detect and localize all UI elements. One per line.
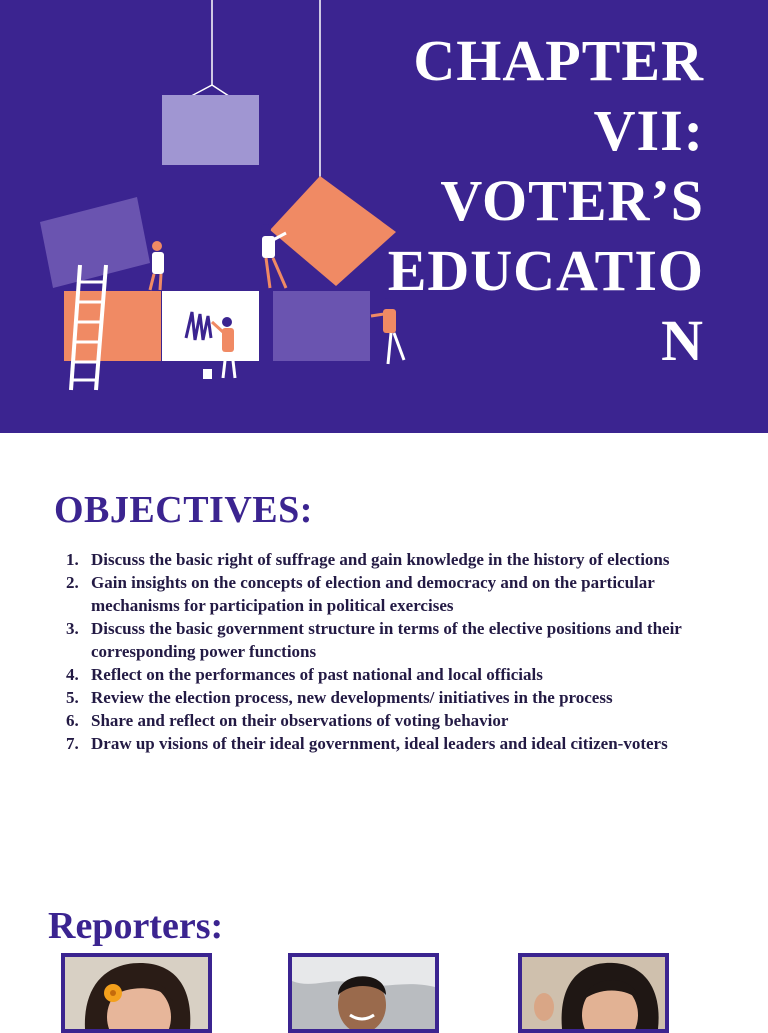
objective-text: Review the election process, new developments/ initiatives in the process [91,688,613,707]
objective-text: Draw up visions of their ideal government, ideal leaders and ideal citizen-voters [91,734,668,753]
title-line: EDUCATIO [387,238,704,303]
reporter-photo-1 [61,953,212,1033]
hero-banner [0,0,768,433]
title-line: VOTER’S [440,168,704,233]
title-line: N [661,308,704,373]
objective-number: 5. [66,688,79,707]
objective-text: Share and reflect on their observations of voting behavior [91,711,509,730]
objective-text: Reflect on the performances of past national and local officials [91,665,543,684]
objective-item [54,663,714,686]
objectives-list [54,548,714,755]
objective-text: Gain insights on the concepts of election and democracy and on the particular mechanisms for participation in political exercises [91,573,655,615]
objective-text: Discuss the basic right of suffrage and gain knowledge in the history of elections [91,550,670,569]
objective-item [54,617,714,663]
objective-text: Discuss the basic government structure in terms of the elective positions and their corresponding power functions [91,619,682,661]
reporters-heading: Reporters: [48,905,224,947]
objective-item [54,571,714,617]
objective-number: 2. [66,573,79,592]
objective-item [54,686,714,709]
objective-number: 7. [66,734,79,753]
title-line: VII: [593,98,704,163]
objectives-heading: OBJECTIVES: [54,489,313,531]
objective-number: 1. [66,550,79,569]
reporter-photo-3 [518,953,669,1033]
title-line: CHAPTER [413,28,704,93]
chapter-title [374,26,704,376]
objective-item [54,709,714,732]
objective-number: 6. [66,711,79,730]
objective-number: 4. [66,665,79,684]
reporter-photo-2 [288,953,439,1033]
objective-item [54,548,714,571]
objective-number: 3. [66,619,79,638]
objective-item [54,732,714,755]
